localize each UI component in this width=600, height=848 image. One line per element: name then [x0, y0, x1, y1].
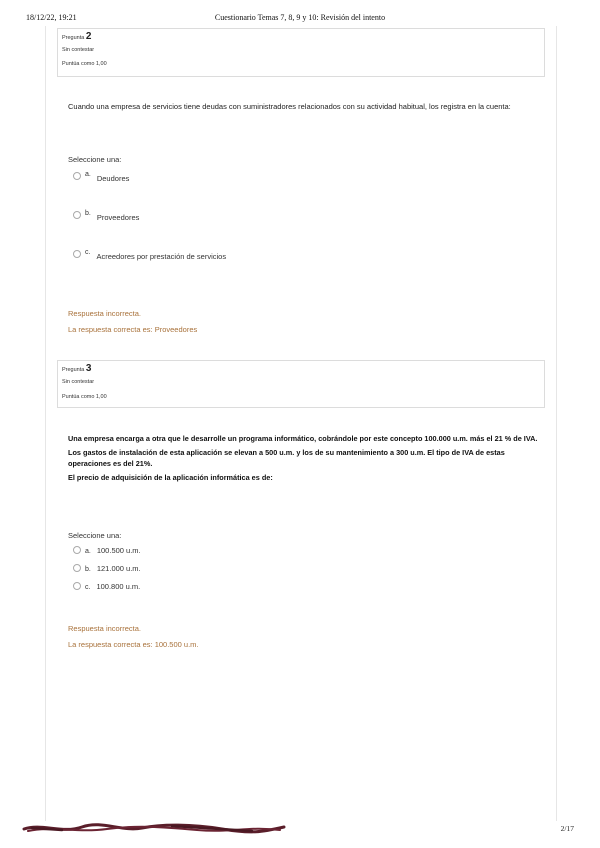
question-text: Cuando una empresa de servicios tiene deudas con suministradores relacionados con su actividad habitual, los registra en la cuenta: [68, 102, 511, 111]
radio-button[interactable] [73, 211, 81, 219]
question-info-box [57, 360, 545, 408]
option-letter: a. [85, 548, 91, 555]
option-letter: a. [85, 171, 91, 178]
answer-option-c[interactable] [73, 250, 226, 262]
feedback-incorrect: Respuesta incorrecta. [68, 309, 141, 318]
option-text: 100.500 u.m. [96, 546, 141, 555]
question-paragraph: El precio de adquisición de la aplicación informática es de: [68, 473, 273, 482]
question-score: Puntúa como 1,00 [62, 394, 107, 400]
option-text: Deudores [96, 174, 130, 183]
question-number [62, 31, 91, 42]
question-number [62, 363, 91, 374]
option-letter: c. [85, 584, 91, 591]
feedback-correct-answer: La respuesta correcta es: 100.500 u.m. [68, 640, 199, 649]
question-info-box [57, 28, 545, 77]
radio-button[interactable] [73, 564, 81, 572]
option-text: 121.000 u.m. [96, 564, 141, 573]
option-letter: b. [85, 566, 91, 573]
question-status: Sin contestar [62, 379, 95, 385]
page-frame [45, 26, 557, 821]
question-number-value: 3 [85, 363, 92, 374]
question-paragraph: Una empresa encarga a otra que le desarrolle un programa informático, cobrándole por este concepto 100.000 u.m. más el 21 % de IVA. [68, 434, 538, 443]
redaction-scribble [22, 820, 292, 838]
question-score: Puntúa como 1,00 [62, 61, 107, 67]
option-letter: b. [85, 210, 91, 217]
question-label: Pregunta [62, 367, 85, 373]
radio-button[interactable] [73, 582, 81, 590]
print-title: Cuestionario Temas 7, 8, 9 y 10: Revisión del intento [214, 13, 386, 22]
question-label: Pregunta [62, 35, 85, 41]
question-paragraph: Los gastos de instalación de esta aplicación se elevan a 500 u.m. y los de su mantenimiento a 300 u.m. El tipo de IVA de estas operaciones es del 21%. [68, 448, 505, 468]
feedback-incorrect: Respuesta incorrecta. [68, 624, 141, 633]
feedback-correct-answer: La respuesta correcta es: Proveedores [68, 325, 198, 334]
option-text: Proveedores [96, 213, 140, 222]
question-status: Sin contestar [62, 47, 95, 53]
radio-button[interactable] [73, 172, 81, 180]
page-number: 2/17 [560, 824, 574, 833]
answer-option-c[interactable] [73, 582, 140, 594]
option-text: 100.800 u.m. [96, 582, 141, 591]
question-number-value: 2 [85, 31, 92, 42]
print-footer [0, 820, 600, 838]
answer-option-a[interactable] [73, 546, 141, 558]
answer-option-b[interactable] [73, 211, 139, 223]
answer-option-a[interactable] [73, 172, 129, 184]
radio-button[interactable] [73, 546, 81, 554]
select-prompt: Seleccione una: [68, 531, 122, 540]
question-text [68, 433, 538, 486]
option-text: Acreedores por prestación de servicios [96, 252, 227, 261]
print-datetime: 18/12/22, 19:21 [26, 13, 77, 22]
answer-option-b[interactable] [73, 564, 141, 576]
radio-button[interactable] [73, 250, 81, 258]
option-letter: c. [85, 249, 91, 256]
select-prompt: Seleccione una: [68, 155, 122, 164]
